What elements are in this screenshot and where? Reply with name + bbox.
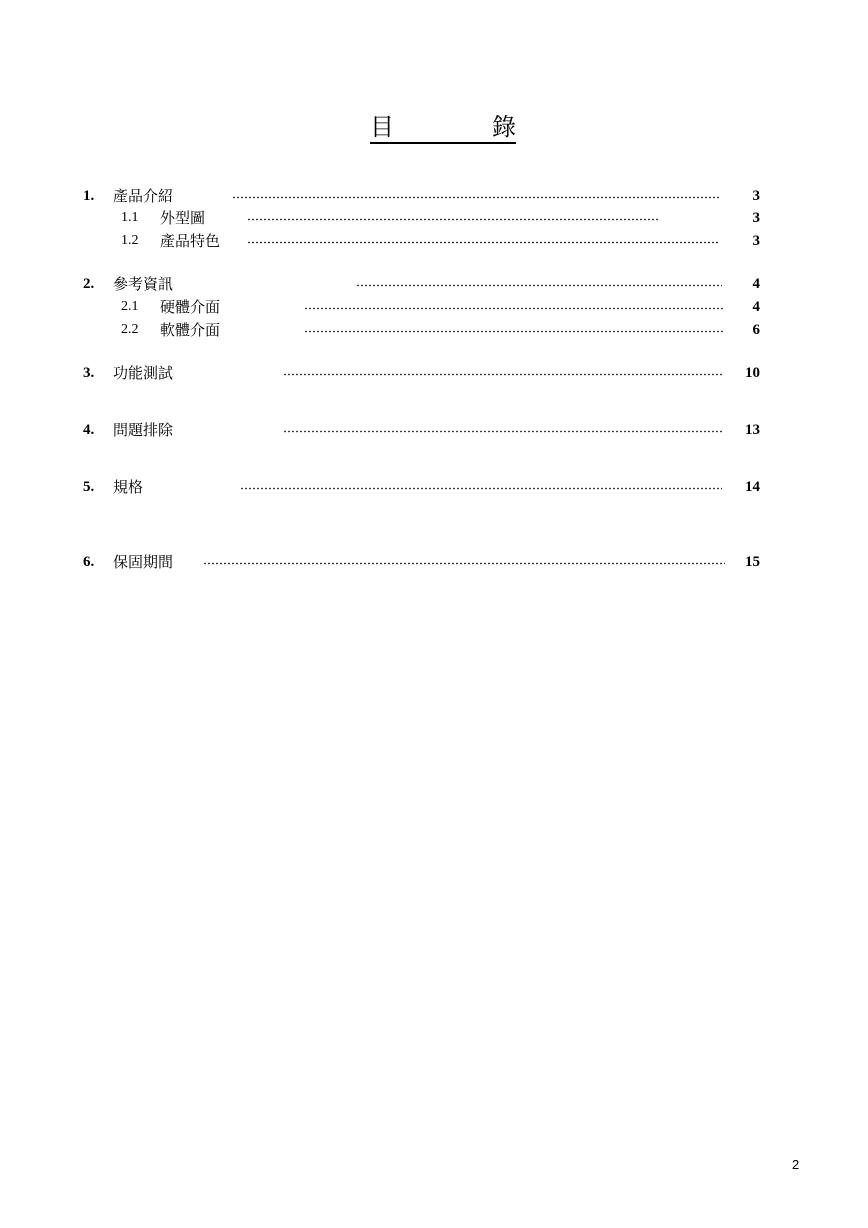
- toc-entry-5[interactable]: [0, 476, 868, 498]
- toc-entry-3[interactable]: [0, 362, 868, 384]
- page-number: 2: [792, 1157, 800, 1172]
- dot-leader: [232, 191, 720, 199]
- toc-subentry-page: 4: [752, 299, 760, 315]
- toc-entry-page: 10: [745, 365, 760, 381]
- toc-subentry-number: 2.1: [121, 299, 139, 314]
- toc-entry-label: 問題排除: [113, 421, 174, 439]
- toc-title: [370, 112, 516, 144]
- toc-entry-page: 13: [745, 422, 760, 438]
- toc-entry-2[interactable]: [0, 273, 868, 295]
- toc-entry-page: 15: [745, 554, 760, 570]
- title-char-1: 目: [370, 113, 394, 141]
- toc-entry-6[interactable]: [0, 551, 868, 573]
- dot-leader: [247, 236, 720, 244]
- toc-subentry-number: 2.2: [121, 322, 139, 337]
- toc-entry-page: 4: [752, 276, 760, 292]
- toc-subentry-number: 1.2: [121, 233, 139, 248]
- toc-subentry-page: 3: [752, 233, 760, 249]
- dot-leader: [247, 213, 659, 221]
- toc-subentry-2-1[interactable]: [0, 296, 868, 318]
- toc-entry-number: 4.: [83, 422, 95, 438]
- toc-entry-label: 參考資訊: [113, 275, 174, 293]
- toc-subentry-label: 產品特色: [160, 232, 221, 250]
- toc-entry-number: 1.: [83, 188, 95, 204]
- toc-entry-1[interactable]: [0, 185, 868, 207]
- toc-subentry-label: 軟體介面: [160, 321, 221, 339]
- toc-subentry-1-2[interactable]: [0, 230, 868, 252]
- toc-entry-label: 功能測試: [113, 364, 174, 382]
- dot-leader: [356, 279, 722, 287]
- toc-subentry-label: 外型圖: [160, 209, 206, 227]
- toc-entry-page: 14: [745, 479, 760, 495]
- toc-subentry-2-2[interactable]: [0, 319, 868, 341]
- toc-subentry-page: 3: [752, 210, 760, 226]
- dot-leader: [304, 302, 724, 310]
- toc-subentry-number: 1.1: [121, 210, 139, 225]
- dot-leader: [203, 557, 725, 565]
- toc-entry-number: 2.: [83, 276, 95, 292]
- toc-entry-number: 6.: [83, 554, 95, 570]
- toc-entry-label: 保固期間: [113, 553, 174, 571]
- dot-leader: [304, 325, 724, 333]
- toc-subentry-label: 硬體介面: [160, 298, 221, 316]
- toc-subentry-page: 6: [752, 322, 760, 338]
- toc-entry-number: 3.: [83, 365, 95, 381]
- toc-entry-label: 產品介紹: [113, 187, 174, 205]
- toc-entry-number: 5.: [83, 479, 95, 495]
- dot-leader: [240, 482, 722, 490]
- toc-entry-label: 規格: [113, 478, 144, 496]
- title-char-2: 錄: [492, 113, 516, 141]
- toc-entry-page: 3: [752, 188, 760, 204]
- dot-leader: [283, 425, 722, 433]
- toc-subentry-1-1[interactable]: [0, 207, 868, 229]
- toc-entry-4[interactable]: [0, 419, 868, 441]
- dot-leader: [283, 368, 722, 376]
